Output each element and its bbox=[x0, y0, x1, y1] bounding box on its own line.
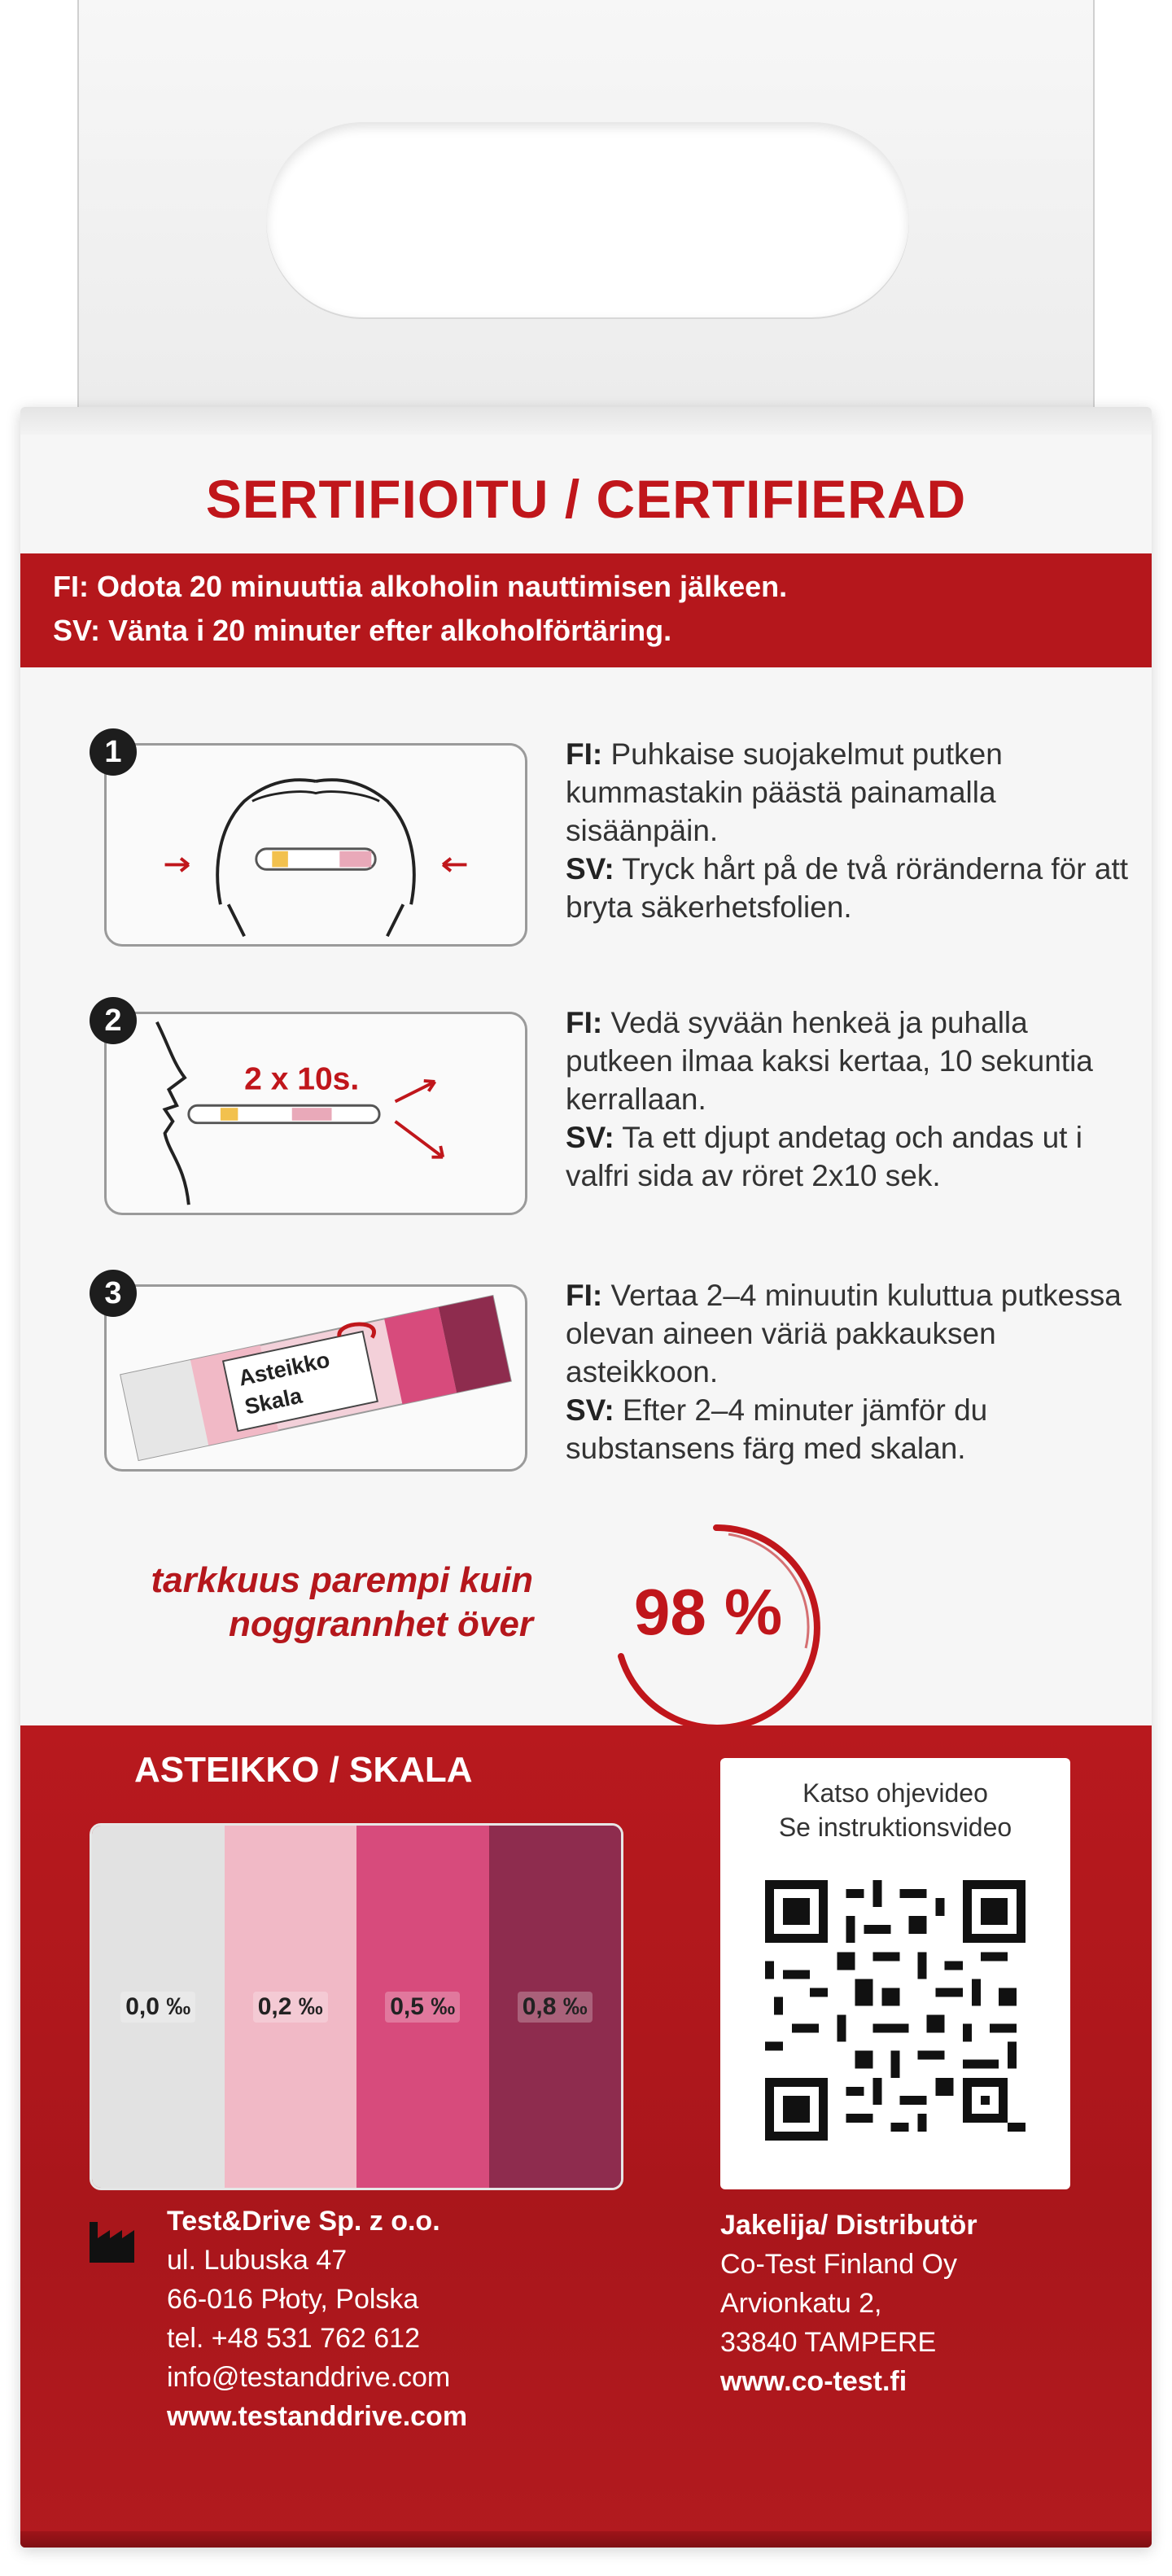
hang-tab bbox=[77, 0, 1095, 407]
swatch-0-5 bbox=[356, 1826, 489, 2188]
swatch-label: 0,0 ‰ bbox=[120, 1992, 195, 2023]
waiting-banner bbox=[20, 553, 1152, 667]
step-2-sv-label: SV: bbox=[566, 1121, 614, 1154]
qr-caption bbox=[720, 1776, 1070, 1844]
accuracy-claim bbox=[151, 1559, 533, 1647]
step-2-number: 2 bbox=[90, 997, 137, 1044]
step-3-sv-label: SV: bbox=[566, 1393, 614, 1427]
step-2-fi-text: Vedä syvään henkeä ja puhalla putkeen ilmaa kaksi kertaa, 10 sekuntia kerrallaan. bbox=[566, 1006, 1093, 1116]
step-2 bbox=[90, 997, 1115, 1241]
manufacturer-phone: tel. +48 531 762 612 bbox=[167, 2323, 420, 2354]
manufacturer-name: Test&Drive Sp. z o.o. bbox=[167, 2206, 440, 2237]
step-3-text bbox=[566, 1276, 1135, 1467]
product-box bbox=[20, 407, 1152, 2548]
manufacturer-info bbox=[167, 2202, 467, 2436]
distributor-name: Co-Test Finland Oy bbox=[720, 2249, 957, 2280]
step-1-illustration bbox=[104, 743, 527, 947]
banner-fi: FI: Odota 20 minuuttia alkoholin nauttimisen jälkeen. bbox=[53, 570, 788, 603]
banner-sv: SV: Vänta i 20 minuter efter alkoholförtäring. bbox=[53, 614, 672, 647]
accuracy-sv: noggrannhet över bbox=[228, 1604, 533, 1644]
step-1-number: 1 bbox=[90, 728, 137, 776]
step-1-sv-label: SV: bbox=[566, 852, 614, 886]
step-1-fi-label: FI: bbox=[566, 737, 603, 771]
compare-scale-icon bbox=[107, 1287, 525, 1469]
swatch-0-2 bbox=[225, 1826, 357, 2188]
swatch-label: 0,8 ‰ bbox=[518, 1992, 593, 2023]
hands-breaking-tube-icon bbox=[107, 746, 525, 944]
distributor-label: Jakelija/ Distributör bbox=[720, 2210, 977, 2241]
qr-code-icon[interactable] bbox=[765, 1880, 1026, 2141]
scale-title: ASTEIKKO / SKALA bbox=[134, 1750, 473, 1790]
step-3-fi-label: FI: bbox=[566, 1279, 603, 1312]
blow-duration-label: 2 x 10s. bbox=[244, 1061, 360, 1097]
distributor-info bbox=[720, 2206, 977, 2401]
step-1-text bbox=[566, 735, 1135, 926]
face-blowing-tube-icon bbox=[107, 1014, 525, 1213]
manufacturer-street: ul. Lubuska 47 bbox=[167, 2245, 348, 2276]
qr-caption-sv: Se instruktionsvideo bbox=[778, 1813, 1012, 1842]
step-2-illustration bbox=[104, 1012, 527, 1215]
hang-hole bbox=[266, 122, 909, 317]
distributor-street: Arvionkatu 2, bbox=[720, 2288, 882, 2319]
step-2-sv-text: Ta ett djupt andetag och andas ut i valfri sida av röret 2x10 sek. bbox=[566, 1121, 1082, 1192]
step-3-fi-text: Vertaa 2–4 minuutin kuluttua putkessa olevan aineen väriä pakkauksen asteikkoon. bbox=[566, 1279, 1122, 1389]
box-bottom-edge bbox=[20, 2531, 1152, 2548]
step-2-fi-label: FI: bbox=[566, 1006, 603, 1039]
color-scale bbox=[90, 1823, 623, 2190]
scale-label-sv: Skala bbox=[242, 1382, 304, 1419]
step-3 bbox=[90, 1270, 1122, 1514]
box-top-flap bbox=[20, 407, 1152, 435]
accuracy-fi: tarkkuus parempi kuin bbox=[151, 1560, 533, 1600]
step-1-sv-text: Tryck hårt på de två röränderna för att bryta säkerhetsfolien. bbox=[566, 852, 1129, 924]
swatch-0-0 bbox=[92, 1826, 225, 2188]
step-3-illustration bbox=[104, 1284, 527, 1472]
manufacturer-web: www.testanddrive.com bbox=[167, 2401, 468, 2432]
step-2-text bbox=[566, 1004, 1135, 1195]
distributor-web: www.co-test.fi bbox=[720, 2366, 907, 2397]
step-3-sv-text: Efter 2–4 minuter jämför du substansens färg med skalan. bbox=[566, 1393, 988, 1465]
scale-label-fi: Asteikko bbox=[236, 1346, 332, 1391]
qr-caption-fi: Katso ohjevideo bbox=[802, 1778, 988, 1808]
swatch-label: 0,5 ‰ bbox=[385, 1992, 460, 2023]
factory-icon bbox=[85, 2210, 142, 2267]
certified-heading: SERTIFIOITU / CERTIFIERAD bbox=[205, 469, 967, 529]
step-1-fi-text: Puhkaise suojakelmut putken kummastakin päästä painamalla sisäänpäin. bbox=[566, 737, 1003, 847]
step-1 bbox=[90, 728, 1129, 973]
manufacturer-email: info@testanddrive.com bbox=[167, 2362, 451, 2393]
manufacturer-city: 66-016 Płoty, Polska bbox=[167, 2284, 419, 2315]
qr-card bbox=[720, 1758, 1070, 2189]
accuracy-value: 98 % bbox=[633, 1576, 783, 1648]
swatch-label: 0,2 ‰ bbox=[253, 1992, 328, 2023]
swatch-0-8 bbox=[489, 1826, 622, 2188]
distributor-city: 33840 TAMPERE bbox=[720, 2327, 937, 2358]
step-3-number: 3 bbox=[90, 1270, 137, 1317]
